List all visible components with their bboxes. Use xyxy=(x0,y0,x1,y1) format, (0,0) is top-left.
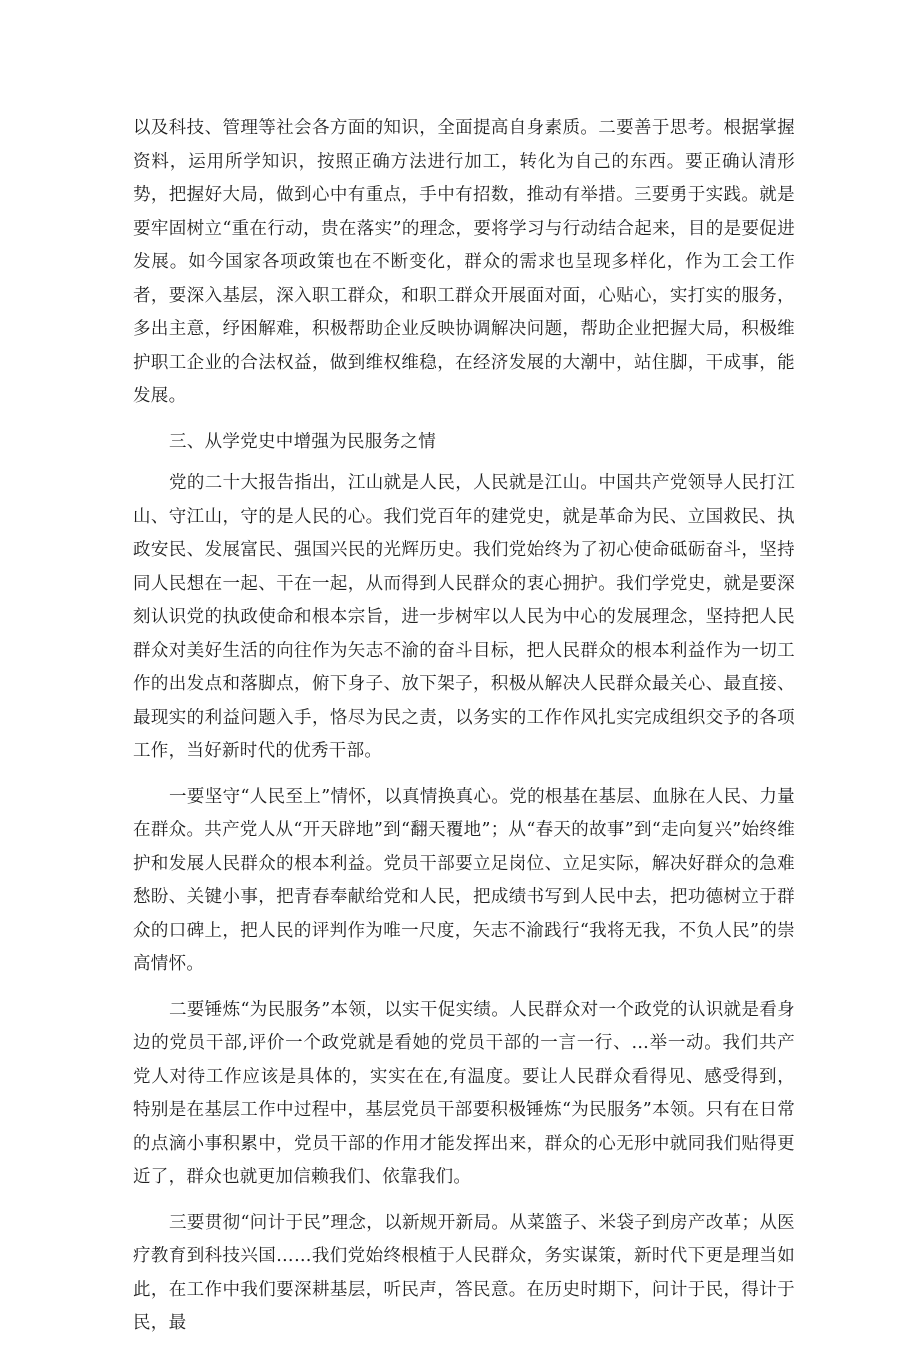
document-body xyxy=(133,112,795,1353)
paragraph-continued: 以及科技、管理等社会各方面的知识，全面提高自身素质。二要善于思考。根据掌握资料，运用所学知识，按照正确方法进行加工，转化为自己的东西。要正确认清形势，把握好大局，做到心中有重点，手中有招数，推动有举措。三要勇于实践。就是要牢固树立“重在行动，贵在落实”的理念，要将学习与行动结合起来，目的是要促进发展。如今国家各项政策也在不断变化，群众的需求也呈现多样化，作为工会工作者，要深入基层，深入职工群众，和职工群众开展面对面，心贴心，实打实的服务，多出主意，纾困解难，积极帮助企业反映协调解决问题，帮助企业把握大局，积极维护职工企业的合法权益，做到维权维稳，在经济发展的大潮中，站住脚，干成事，能发展。 xyxy=(133,118,795,406)
paragraph: 三要贯彻“问计于民”理念，以新规开新局。从菜篮子、米袋子到房产改革；从医疗教育到科技兴国……我们党始终根植于人民群众，务实谋策，新时代下更是理当如此，在工作中我们要深耕基层，听民声，答民意。在历史时期下，问计于民，得计于民，最 xyxy=(133,1212,795,1333)
paragraph: 党的二十大报告指出，江山就是人民，人民就是江山。中国共产党领导人民打江山、守江山，守的是人民的心。我们党百年的建党史，就是革命为民、立国救民、执政安民、发展富民、强国兴民的光辉历史。我们党始终为了初心使命砥砺奋斗，坚持同人民想在一起、干在一起，从而得到人民群众的衷心拥护。我们学党史，就是要深刻认识党的执政使命和根本宗旨，进一步树牢以人民为中心的发展理念，坚持把人民群众对美好生活的向往作为矢志不渝的奋斗目标，把人民群众的根本利益作为一切工作的出发点和落脚点，俯下身子、放下架子，积极从解决人民群众最关心、最直接、最现实的利益问题入手，恪尽为民之责，以务实的工作作风扎实完成组织交予的各项工作，当好新时代的优秀干部。 xyxy=(133,473,795,761)
section-heading: 三、从学党史中增强为民服务之情 xyxy=(169,431,436,452)
paragraph: 二要锤炼“为民服务”本领，以实干促实绩。人民群众对一个政党的认识就是看身边的党员干部,评价一个政党就是看她的党员干部的一言一行、…举一动。我们共产党人对待工作应该是具体的，实实在在,有温度。要让人民群众看得见、感受得到，特别是在基层工作中过程中，基层党员干部要积极锤炼“为民服务”本领。只有在日常的点滴小事积累中，党员干部的作用才能发挥出来，群众的心无形中就同我们贴得更近了，群众也就更加信赖我们、依靠我们。 xyxy=(133,999,795,1187)
paragraph: 一要坚守“人民至上”情怀，以真情换真心。党的根基在基层、血脉在人民、力量在群众。共产党人从“开天辟地”到“翻天覆地”；从“春天的故事”到“走向复兴”始终维护和发展人民群众的根本利益。党员干部要立足岗位、立足实际，解决好群众的急难愁盼、关键小事，把青春奉献给党和人民，把成绩书写到人民中去，把功德树立于群众的口碑上，把人民的评判作为唯一尺度，矢志不渝践行“我将无我，不负人民”的崇高情怀。 xyxy=(133,786,795,974)
